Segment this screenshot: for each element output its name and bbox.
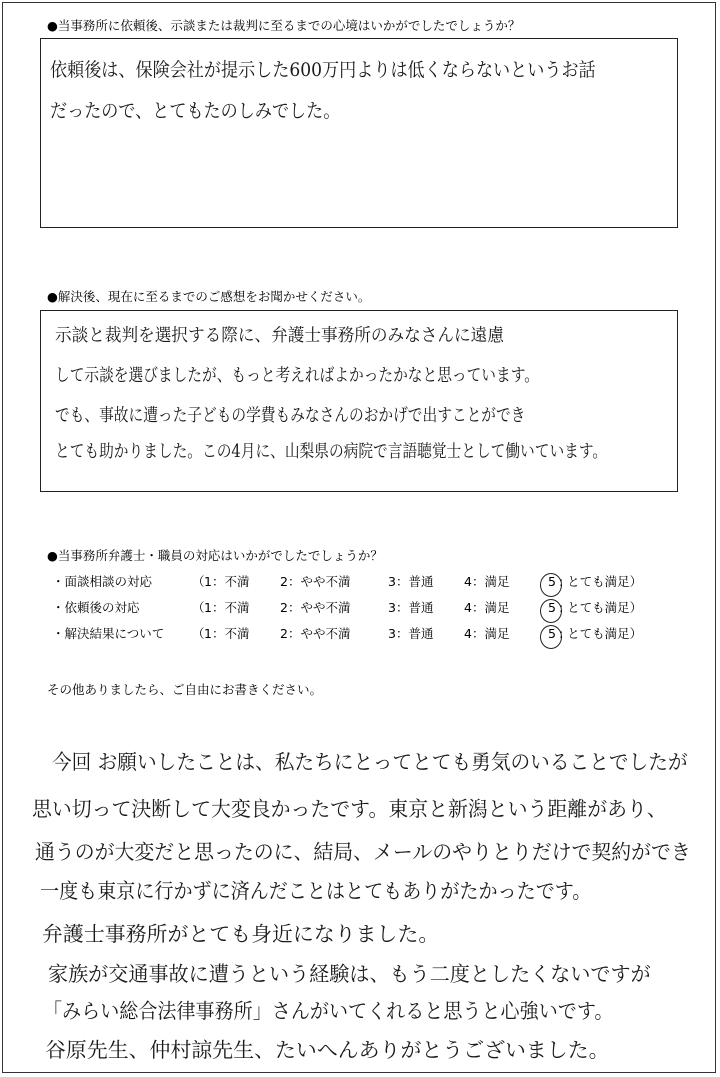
rating-choice-5: : とても満足） — [559, 600, 643, 615]
rating-choice-4: 4：満足 — [464, 574, 510, 589]
question-1-label: ●当事務所に依頼後、示談または裁判に至るまでの心境はいかがでしたでしょうか？ — [47, 18, 521, 33]
rating-choice-5: : とても満足） — [559, 574, 643, 589]
rating-choice-3: 3：普通 — [388, 574, 434, 589]
rating-selected-5: 5 — [548, 626, 556, 641]
free-answer-line-5: 弁護士事務所がとても身近になりました。 — [42, 922, 440, 946]
rating-choice-1: 1：不満 — [204, 600, 250, 615]
free-answer-line-4: 一度も東京に行かずに済んだことはとてもありがたかったです。 — [40, 879, 592, 903]
free-answer-line-8: 谷原先生、仲村諒先生、たいへんありがとうございました。 — [45, 1038, 610, 1062]
rating-choice-1: 1：不満 — [204, 626, 250, 641]
rating-selected-5: 5 — [548, 574, 556, 589]
rating-selected-5: 5 — [548, 600, 556, 615]
rating-open-paren: （ — [192, 574, 205, 589]
rating-choice-1: 1：不満 — [204, 574, 250, 589]
answer-1-line-1: 依頼後は、保険会社が提示した600万円よりは低くならないというお話 — [50, 59, 596, 81]
free-answer-line-1: 今回 お願いしたことは、私たちにとってとても勇気のいることでしたが — [52, 750, 688, 774]
question-2-label: ●解決後、現在に至るまでのご感想をお聞かせください。 — [47, 289, 371, 304]
rating-open-paren: （ — [192, 626, 205, 641]
free-answer-line-7: 「みらい総合法律事務所」さんがいてくれると思うと心強いです。 — [43, 999, 614, 1023]
question-3-label: ●当事務所弁護士・職員の対応はいかがでしたでしょうか？ — [47, 548, 383, 563]
rating-choice-4: 4：満足 — [464, 600, 510, 615]
rating-item: ・面談相談の対応 — [52, 574, 153, 589]
rating-choice-2: 2：やや不満 — [280, 600, 351, 615]
free-answer-line-6: 家族が交通事故に遭うという経験は、もう二度としたくないですが — [48, 962, 651, 986]
rating-open-paren: （ — [192, 600, 205, 615]
free-answer-line-2: 思い切って決断して大変良かったです。東京と新潟という距離があり、 — [32, 797, 667, 821]
rating-item: ・依頼後の対応 — [52, 600, 140, 615]
answer-2-line-1: 示談と裁判を選択する際に、弁護士事務所のみなさんに遠慮 — [55, 326, 504, 346]
rating-choice-5: : とても満足） — [559, 626, 643, 641]
answer-2-line-3: でも、事故に遭った子どもの学費もみなさんのおかげで出すことができ — [55, 406, 526, 426]
rating-choice-2: 2：やや不満 — [280, 626, 351, 641]
rating-choice-3: 3：普通 — [388, 626, 434, 641]
question-4-label: その他ありましたら、ご自由にお書きください。 — [47, 682, 323, 697]
rating-choice-4: 4：満足 — [464, 626, 510, 641]
answer-2-line-4: とても助かりました。この4月に、山梨県の病院で言語聴覚士として働いています。 — [55, 442, 608, 462]
rating-choice-3: 3：普通 — [388, 600, 434, 615]
rating-choice-2: 2：やや不満 — [280, 574, 351, 589]
answer-2-line-2: して示談を選びましたが、もっと考えればよかったかなと思っています。 — [55, 366, 539, 386]
answer-1-line-2: だったので、とてもたのしみでした。 — [50, 100, 341, 122]
free-answer-line-3: 通うのが大変だと思ったのに、結局、メールのやりとりだけで契約ができ — [35, 840, 691, 864]
rating-item: ・解決結果について — [52, 626, 165, 641]
